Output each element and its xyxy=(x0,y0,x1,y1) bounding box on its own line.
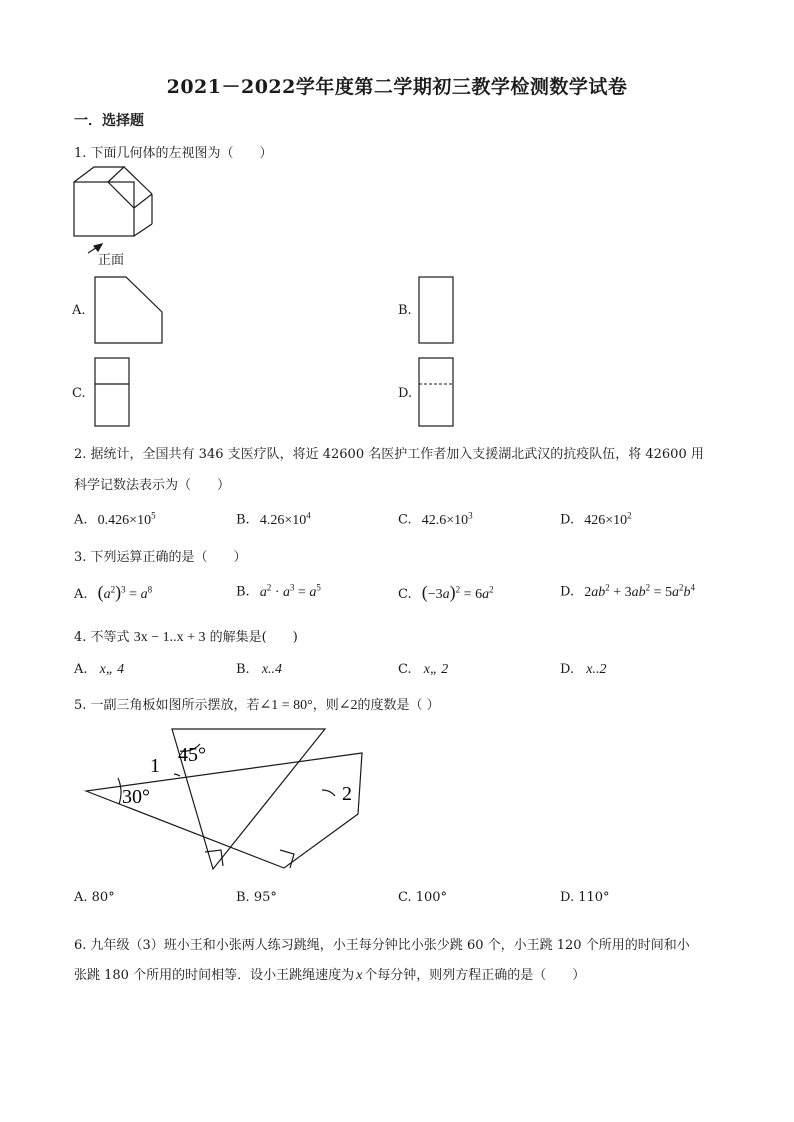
option-2d-label: D. xyxy=(560,512,575,528)
question-3-text: 3. 下列运算正确的是（ ） xyxy=(74,550,247,565)
option-4b[interactable] xyxy=(236,662,282,678)
option-2c[interactable] xyxy=(398,510,473,529)
question-6-variable: x xyxy=(356,968,363,983)
option-3b-expr: $a^2 \cdot a^3 = a^5$ xyxy=(259,582,321,600)
option-3b-label: B. xyxy=(236,584,250,600)
question-5-triangles-figure xyxy=(80,722,370,872)
option-1a-figure[interactable] xyxy=(94,276,166,346)
option-1d-label: D. xyxy=(398,386,413,401)
option-2a-label: A. xyxy=(74,512,88,528)
option-3d-label: D. xyxy=(560,584,575,600)
question-5-condition: ∠1 = 80° xyxy=(259,698,313,713)
option-2c-base: 42.6×10 xyxy=(421,512,469,528)
option-4a-expr: x„ 4 xyxy=(99,662,125,677)
page-title: 2021－2022学年度第二学期初三教学检测数学试卷 xyxy=(166,76,628,98)
option-4b-expr: x..4 xyxy=(261,662,283,677)
angle-30-label: 30° xyxy=(122,786,150,808)
option-2c-exp: 3 xyxy=(468,510,473,520)
angle-1-label: 1 xyxy=(150,755,160,777)
option-2d-base: 426×10 xyxy=(584,512,628,528)
option-1a-label: A. xyxy=(72,303,86,318)
question-6-line2 xyxy=(74,964,585,984)
option-3a-expr: $(a^2)^3 = a^8$ xyxy=(97,582,153,602)
option-3a[interactable] xyxy=(74,582,152,603)
option-4d-label: D. xyxy=(560,662,575,677)
option-2b[interactable] xyxy=(236,510,311,529)
question-6-line2-b: 个每分钟，则列方程正确的是（ ） xyxy=(364,968,586,983)
option-3a-label: A. xyxy=(74,587,88,602)
question-4-suffix: 的解集是( ) xyxy=(209,630,298,645)
option-3b[interactable] xyxy=(236,582,321,601)
option-1b-figure[interactable] xyxy=(418,276,456,346)
option-5d[interactable]: D. 110° xyxy=(560,890,610,905)
option-1d-figure[interactable] xyxy=(418,357,456,429)
option-4a-label: A. xyxy=(74,662,88,677)
option-5a[interactable]: A. 80° xyxy=(74,890,115,905)
option-2b-label: B. xyxy=(236,512,250,528)
option-2a[interactable] xyxy=(74,510,156,529)
question-2-line1: 2. 据统计，全国共有 346 支医疗队，将近 42600 名医护工作者加入支援湖北武汉的抗疫队伍，将 42600 用 xyxy=(74,447,704,462)
front-view-label: 正面 xyxy=(98,253,125,268)
option-4c-expr: x„ 2 xyxy=(423,662,449,677)
question-5-suffix: 的度数是（ ） xyxy=(357,698,440,713)
option-4d[interactable] xyxy=(560,662,606,678)
question-1-text: 1. 下面几何体的左视图为（ ） xyxy=(74,146,273,161)
option-3d[interactable] xyxy=(560,582,695,601)
question-5-ask: ∠2 xyxy=(338,698,358,713)
angle-45-label: 45° xyxy=(178,744,206,766)
option-4c[interactable] xyxy=(398,662,448,678)
option-3c[interactable] xyxy=(398,582,494,603)
option-1b-label: B. xyxy=(398,303,412,318)
option-5b[interactable]: B. 95° xyxy=(236,890,277,905)
question-6-line2-a: 张跳 180 个所用的时间相等．设小王跳绳速度为 xyxy=(74,968,355,983)
option-2b-exp: 4 xyxy=(306,510,311,520)
option-2d-exp: 2 xyxy=(627,510,632,520)
question-2-line2: 科学记数法表示为（ ） xyxy=(74,478,231,493)
option-3c-label: C. xyxy=(398,587,412,602)
option-2a-exp: 5 xyxy=(151,510,156,520)
section-heading-choice: 一．选择题 xyxy=(74,113,144,129)
option-2d[interactable] xyxy=(560,510,632,529)
option-2a-base: 0.426×10 xyxy=(97,512,152,528)
question-5-text xyxy=(74,694,440,714)
question-5-prefix: 5. 一副三角板如图所示摆放，若 xyxy=(74,698,260,713)
option-5c[interactable]: C. 100° xyxy=(398,890,448,905)
question-4-text xyxy=(74,626,298,646)
option-4d-expr: x..2 xyxy=(586,662,607,677)
option-4a[interactable] xyxy=(74,662,124,678)
option-1c-label: C. xyxy=(72,386,86,401)
option-3c-expr: $(-3a)^2 = 6a^2$ xyxy=(421,582,494,602)
option-2c-label: C. xyxy=(398,512,412,528)
question-5-mid: ，则 xyxy=(312,698,339,713)
question-4-prefix: 4. 不等式 xyxy=(74,630,130,645)
question-6-line1: 6. 九年级（3）班小王和小张两人练习跳绳，小王每分钟比小张少跳 60 个，小王跳 120 个所用的时间和小 xyxy=(74,938,690,953)
option-4b-label: B. xyxy=(236,662,250,677)
option-2b-base: 4.26×10 xyxy=(259,512,307,528)
option-3d-expr: $2ab^2 + 3ab^2 = 5a^2b^4$ xyxy=(584,582,696,600)
option-1c-figure[interactable] xyxy=(94,357,132,429)
question-4-expr: 3x − 1..x + 3 xyxy=(133,630,206,645)
option-4c-label: C. xyxy=(398,662,412,677)
angle-2-label: 2 xyxy=(342,783,352,805)
